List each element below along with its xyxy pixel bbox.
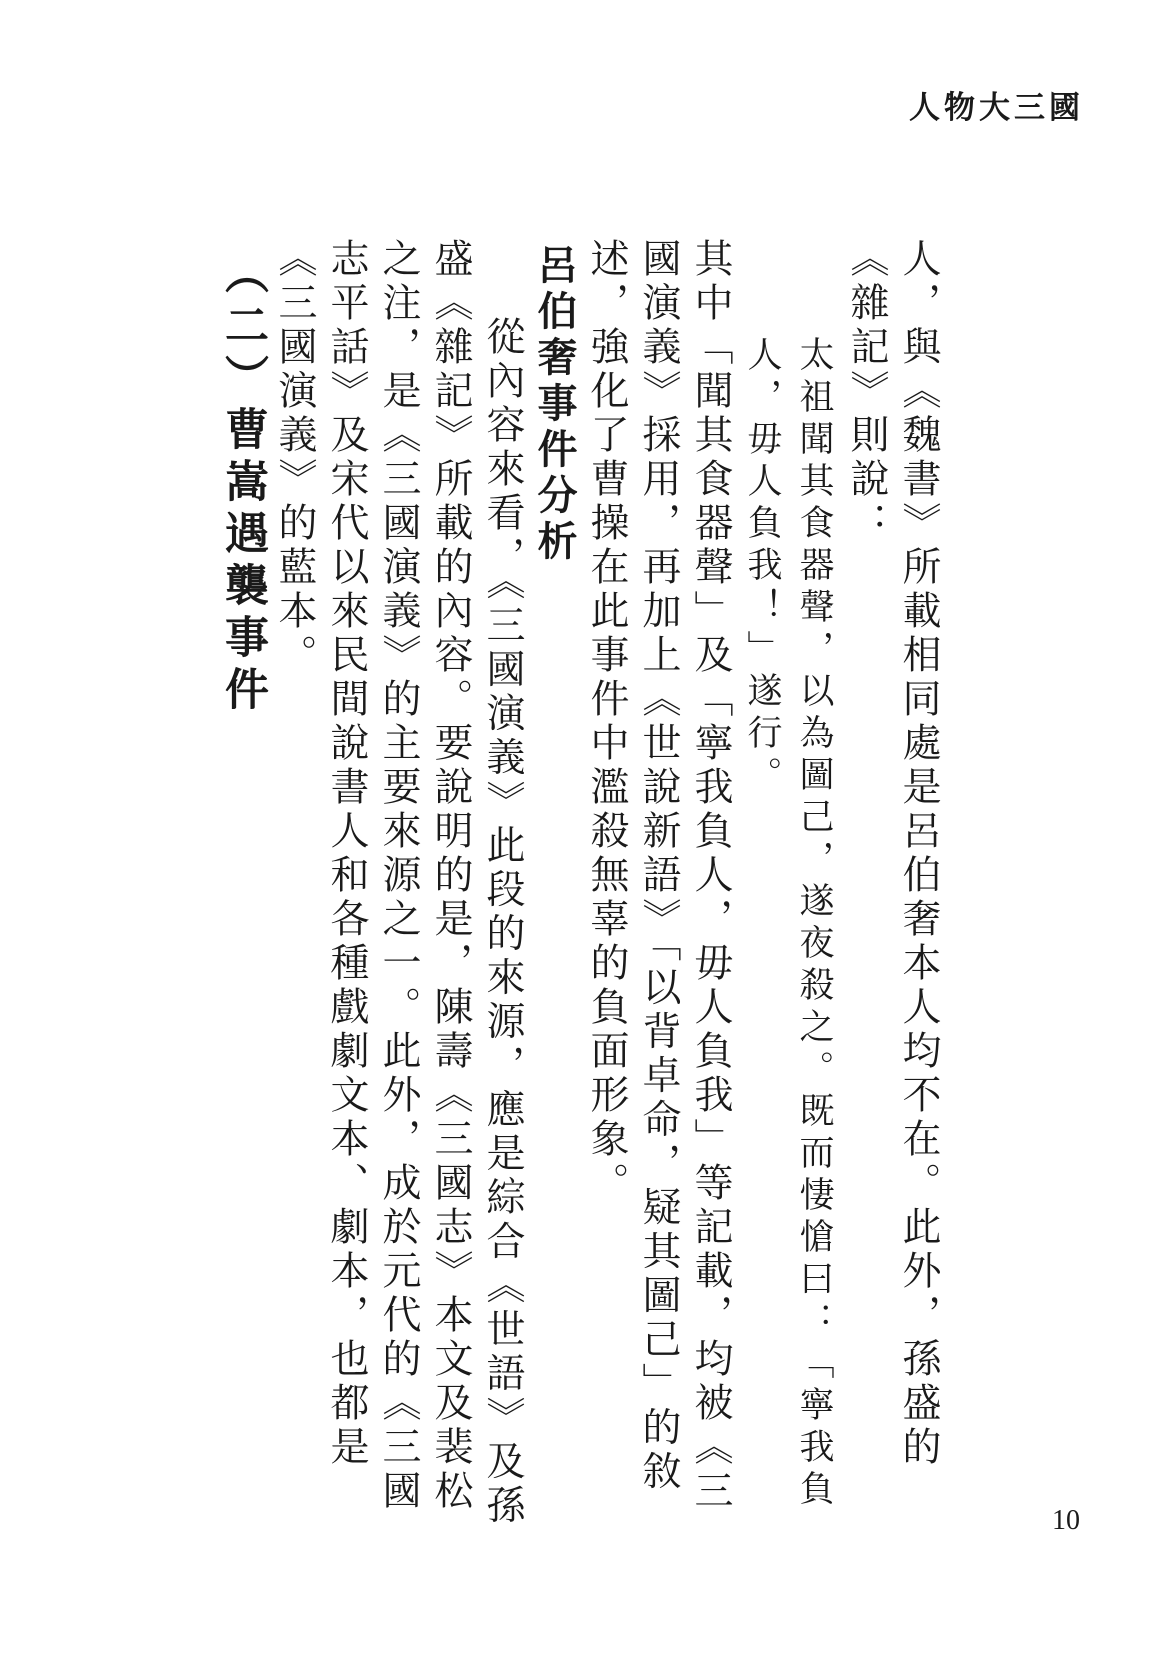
vertical-text-body [216,238,944,1538]
block-quote: 太祖聞其食器聲，以為圖己，遂夜殺之。既而悽愴曰：「寧我負人，毋人負我！」遂行。 [742,336,834,1512]
section-heading: （二）曹嵩遇襲事件 [217,250,268,718]
subheading: 呂伯奢事件分析 [531,244,578,566]
running-header: 人物大三國 [909,90,1084,126]
page-number: 10 [1052,1505,1080,1536]
paragraph-1: 人，與《魏書》所載相同處是呂伯奢本人均不在。此外，孫盛的《雜記》則說： [844,238,941,1470]
paragraph-3: 從內容來看，《三國演義》此段的來源，應是綜合《世語》及孫盛《雜記》所載的內容。要說明的是，陳壽《三國志》本文及裴松之注，是《三國演義》的主要來源之一。此外，成於元代的《三國志平話》及宋代以來民間說書人和各種戲劇文本、劇本，也都是《三國演義》的藍本。 [272,238,525,1529]
paragraph-2: 其中「聞其食器聲」及「寧我負人，毋人負我」等記載，均被《三國演義》採用，再加上《世說新語》「以背卓命，疑其圖己」的敘述，強化了曹操在此事件中濫殺無辜的負面形象。 [584,238,733,1514]
